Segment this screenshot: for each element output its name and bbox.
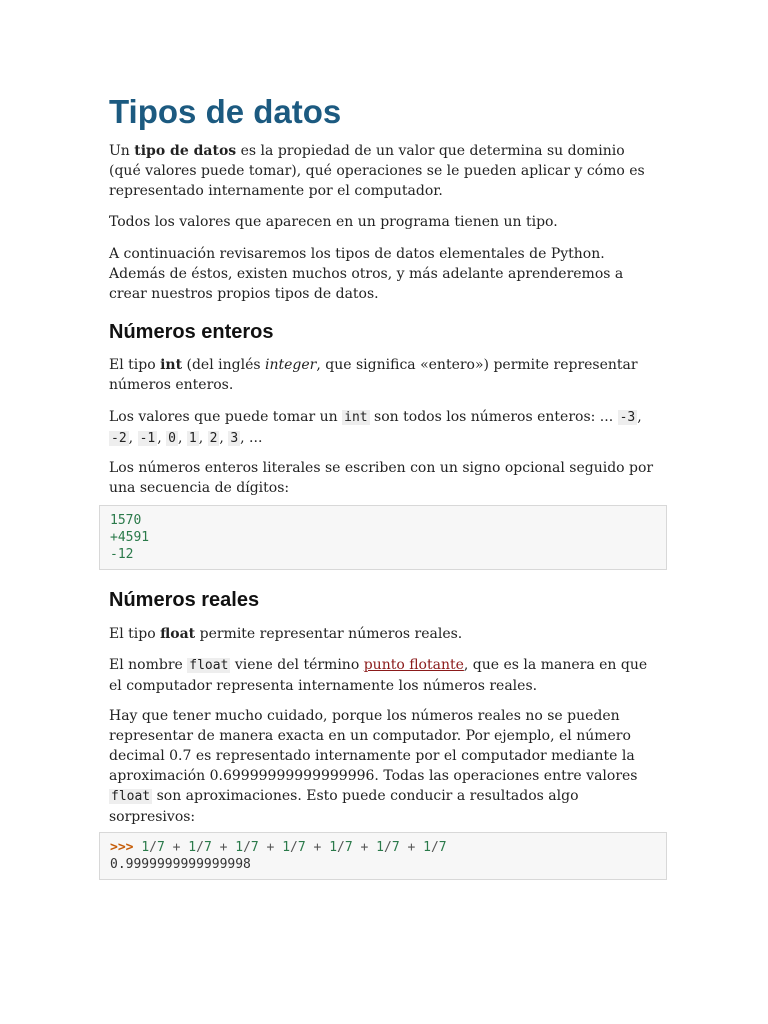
reales-paragraph-3 xyxy=(109,706,659,827)
text-fragment: , ... xyxy=(240,430,263,446)
divide-operator: / xyxy=(337,840,345,855)
numerator: 1 xyxy=(329,840,338,855)
code-line-expression xyxy=(110,839,656,856)
italic-term: integer xyxy=(265,357,317,373)
code-block-float-sum xyxy=(99,832,667,880)
section-heading-reales: Números reales xyxy=(109,589,260,611)
integer-value: -2 xyxy=(111,431,127,446)
text-fragment: Un xyxy=(109,143,135,159)
denominator: 7 xyxy=(391,840,400,855)
numerator: 1 xyxy=(423,840,431,855)
plus-operator: + xyxy=(211,840,236,855)
denominator: 7 xyxy=(250,840,259,855)
text-fragment: es la propiedad de un valor que determina su dominio (qué valores puede tomar), qué operaciones se le pueden aplicar y cómo es representado internamente por el computador. xyxy=(109,143,645,199)
divide-operator: / xyxy=(430,840,439,855)
text-fragment: El nombre xyxy=(109,657,188,673)
denominator: 7 xyxy=(438,840,447,855)
intro-paragraph-3: A continuación revisaremos los tipos de datos elementales de Python. Además de éstos, existen muchos otros, y más adelante aprenderemos a crear nuestros propios tipos de datos. xyxy=(109,246,624,302)
bold-term: int xyxy=(160,357,183,373)
integer-value: 0 xyxy=(168,431,176,446)
punto-flotante-link[interactable]: punto flotante xyxy=(363,657,464,673)
numerator: 1 xyxy=(141,840,150,855)
integer-values-list: -3 , -2 , -1 , 0 , 1 , 2 , 3 xyxy=(111,409,642,446)
denominator: 7 xyxy=(203,840,212,855)
integer-value: 1 xyxy=(188,431,197,446)
denominator: 7 xyxy=(297,840,306,855)
divide-operator: / xyxy=(243,840,251,855)
reales-paragraph-2 xyxy=(109,655,659,696)
text-fragment: permite representar números reales. xyxy=(195,626,463,642)
divide-operator: / xyxy=(383,840,392,855)
numerator: 1 xyxy=(235,840,244,855)
integer-value: 2 xyxy=(209,431,218,446)
text-fragment: Los valores que puede tomar un xyxy=(109,409,343,425)
integer-value: 3 xyxy=(230,431,239,446)
code-line: 1570 xyxy=(110,513,142,528)
numerator: 1 xyxy=(282,840,291,855)
bold-term: float xyxy=(160,626,196,642)
text-fragment: (del inglés xyxy=(182,357,266,373)
repl-prompt: >>> xyxy=(110,840,134,855)
plus-operator: + xyxy=(164,840,189,855)
page-title: Tipos de datos xyxy=(109,93,342,130)
text-fragment: , que significa «entero») permite representar números enteros. xyxy=(109,357,638,393)
integer-value: -3 xyxy=(619,410,636,425)
code-line: +4591 xyxy=(110,530,150,545)
denominator: 7 xyxy=(156,840,165,855)
text-fragment: El tipo xyxy=(109,357,161,373)
inline-code: float xyxy=(189,658,229,673)
code-block-integers xyxy=(99,505,667,570)
text-fragment: , que es la manera en que el computador representa internamente los números reales. xyxy=(109,657,648,694)
divide-operator: / xyxy=(290,840,298,855)
intro-paragraph-1 xyxy=(109,141,659,201)
enteros-paragraph-3: Los números enteros literales se escriben con un signo opcional seguido por una secuencia de dígitos: xyxy=(109,460,654,496)
text-fragment: El tipo xyxy=(109,626,161,642)
code-line-output: 0.9999999999999998 xyxy=(110,857,251,872)
plus-operator: + xyxy=(305,840,330,855)
divide-operator: / xyxy=(196,840,204,855)
integer-value: -1 xyxy=(139,431,156,446)
enteros-paragraph-2 xyxy=(109,407,659,449)
code-line: -12 xyxy=(110,547,134,562)
section-heading-enteros: Números enteros xyxy=(109,321,274,343)
text-fragment: son todos los números enteros: ... xyxy=(369,409,618,425)
enteros-paragraph-1 xyxy=(109,355,659,395)
plus-operator: + xyxy=(399,840,424,855)
plus-operator: + xyxy=(352,840,377,855)
bold-term: tipo de datos xyxy=(134,143,237,159)
text-fragment: son aproximaciones. Esto puede conducir a resultados algo sorpresivos: xyxy=(109,788,579,825)
numerator: 1 xyxy=(188,840,197,855)
inline-code: int xyxy=(344,410,368,425)
intro-paragraph-2: Todos los valores que aparecen en un programa tienen un tipo. xyxy=(109,214,558,230)
text-fragment: Hay que tener mucho cuidado, porque los números reales no se pueden representar de manera exacta en un computador. Por ejemplo, el número decimal 0.7 es representado internamente por el computador mediante la aproximación 0.69999999999999996. Todas las operaciones entre valores xyxy=(109,708,638,784)
denominator: 7 xyxy=(344,840,353,855)
plus-operator: + xyxy=(258,840,283,855)
text-fragment: viene del término xyxy=(230,657,364,673)
inline-code: float xyxy=(111,789,151,804)
divide-operator: / xyxy=(149,840,157,855)
numerator: 1 xyxy=(376,840,384,855)
reales-paragraph-1 xyxy=(109,624,659,644)
